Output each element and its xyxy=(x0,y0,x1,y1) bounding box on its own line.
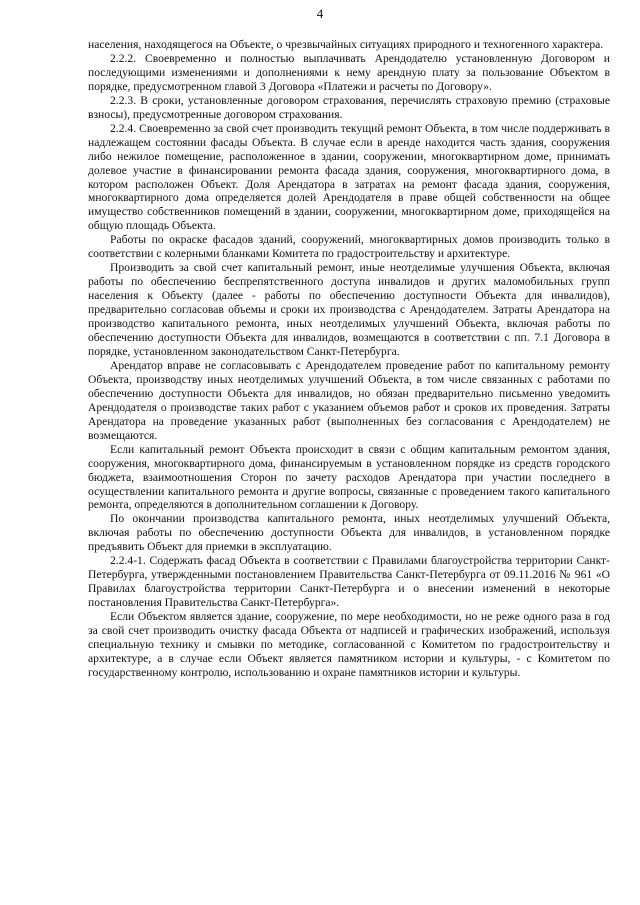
paragraph: Если Объектом является здание, сооружение, по мере необходимости, но не реже одного раза в год за свой счет производить очистку фасада Объекта от надписей и графических изображений, используя специальную технику и смывки по методике, согласованной с Комитетом по градостроительству и архитектуре, а в случае если Объект является памятником истории и культуры, - с Комитетом по государственному контролю, использованию и охране памятников истории и культуры. xyxy=(88,610,610,679)
paragraph: Если капитальный ремонт Объекта происходит в связи с общим капитальным ремонтом здания, сооружения, многоквартирного дома, финансируемым в установленном порядке из средств городского бюджета, взаимоотношения Сторон по зачету расходов Арендатора при участии последнего в осуществлении капитального ремонта и другие вопросы, связанные с проведением такого капитального ремонта, определяются в дополнительном соглашении к Договору. xyxy=(88,442,610,512)
paragraph: Производить за свой счет капитальный ремонт, иные неотделимые улучшения Объекта, включая работы по обеспечению беспрепятственного доступа инвалидов и других маломобильных групп населения к Объекту (далее - работы по обеспечению доступности Объекта для инвалидов), предварительно согласовав объемы и сроки их производства с Арендодателем. Затраты Арендатора на производство капитального ремонта, иных неотделимых улучшений Объекта, включая работы по обеспечению доступности Объекта для инвалидов, возмещаются в соответствии с пп. 7.1 Договора в порядке, установленном законодательством Санкт-Петербурга. xyxy=(88,261,610,358)
paragraph: Арендатор вправе не согласовывать с Арендодателем проведение работ по капитальному ремонту Объекта, производству иных неотделимых улучшений Объекта, в том числе связанных с работами по обеспечению доступности Объекта для инвалидов, но обязан предварительно письменно уведомить Арендодателя о производстве таких работ с указанием объемов работ и сроков их проведения. Затраты Арендатора на проведение указанных работ (выполненных без согласования с Арендодателем) не возмещаются. xyxy=(88,358,610,442)
paragraph: Работы по окраске фасадов зданий, сооружений, многоквартирных домов производить только в соответствии с колерными бланками Комитета по градостроительству и архитектуре. xyxy=(88,233,610,261)
paragraph: населения, находящегося на Объекте, о чрезвычайных ситуациях природного и техногенного характера. xyxy=(88,38,604,51)
paragraph: По окончании производства капитального ремонта, иных неотделимых улучшений Объекта, включая работы по обеспечению доступности Объекта для инвалидов, в установленном порядке предъявить Объект для приемки в эксплуатацию. xyxy=(88,512,610,554)
paragraph: 2.2.4-1. Содержать фасад Объекта в соответствии с Правилами благоустройства территории Санкт-Петербурга, утвержденными постановлением Правительства Санкт-Петербурга от 09.11.2016 № 961 «О Правилах благоустройства территории Санкт-Петербурга и о внесении изменений в некоторые постановления Правительства Санкт-Петербурга». xyxy=(88,554,610,610)
paragraph: 2.2.2. Своевременно и полностью выплачивать Арендодателю установленную Договором и последующими изменениями и дополнениями к нему арендную плату за пользование Объектом в порядке, предусмотренном главой 3 Договора «Платежи и расчеты по Договору». xyxy=(88,51,610,93)
paragraph: 2.2.4. Своевременно за свой счет производить текущий ремонт Объекта, в том числе поддерживать в надлежащем состоянии фасады Объекта. В случае если в аренде находится часть здания, сооружения либо нежилое помещение, расположенное в здании, сооружении, многоквартирном доме, принимать долевое участие в финансировании ремонта фасада здания, сооружения, многоквартирного дома, в котором расположен Объект. Доля Арендатора в затратах на ремонт фасада здания, сооружения, многоквартирного дома определяется долей Арендодателя в праве общей собственности на общее имущество собственников помещений в здании, сооружении, многоквартирном доме, приходящейся на общую площадь Объекта. xyxy=(88,121,610,233)
document-body xyxy=(88,38,610,680)
page-number: 4 xyxy=(316,6,324,21)
paragraph: 2.2.3. В сроки, установленные договором страхования, перечислять страховую премию (страховые взносы), предусмотренные договором страхования. xyxy=(88,93,610,121)
